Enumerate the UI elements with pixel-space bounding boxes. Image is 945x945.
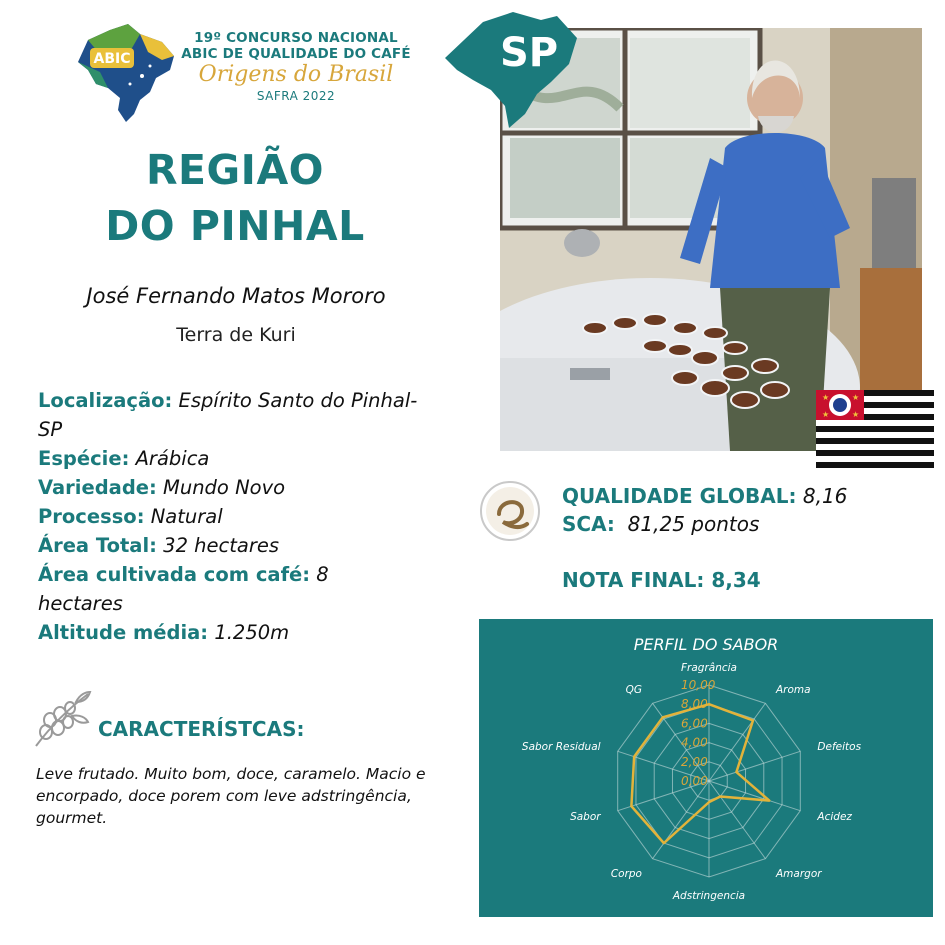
region-title [40,142,430,254]
flavor-profile-panel [479,619,933,917]
farm-name: Terra de Kuri [176,324,296,346]
abic-logo [70,18,180,128]
spoke [653,781,709,859]
tick-label: 4,00 [681,735,708,750]
region-line-2: DO PINHAL [105,202,365,250]
sp-state-map [443,10,583,130]
category-label: Corpo [610,868,642,881]
characteristics-text: Leve frutado. Muito bom, doce, caramelo. Macio e encorpado, doce porem com leve adstringência, gourmet. [36,765,426,827]
logo-text: ABIC [93,51,131,67]
spoke [709,781,765,859]
category-label: Defeitos [817,740,862,753]
category-label: QG [625,683,642,696]
event-line-2: ABIC DE QUALIDADE DO CAFÉ [181,46,411,62]
category-label: Sabor [570,811,601,824]
svg-text:★: ★ [822,410,830,419]
tick-label: 6,00 [681,716,708,731]
tick-label: 10,00 [681,678,716,692]
detail-area-total: Área Total: 32 hectares [38,534,280,557]
sp-state-flag [816,390,934,468]
detail-localizacao: Localização: Espírito Santo do Pinhal-SP [38,389,418,441]
category-label: Amargor [776,868,822,881]
detail-processo: Processo: Natural [38,505,223,528]
producer-name: José Fernando Matos Mororo [86,284,386,308]
event-header [176,30,416,104]
tick-label: 8,00 [681,697,708,712]
radar-chart [479,619,933,917]
category-label: Acidez [817,811,852,824]
region-line-1: REGIÃO [145,146,325,194]
category-label: Fragrância [681,662,737,674]
scores [562,482,932,538]
svg-text:★: ★ [852,410,860,419]
coffee-branch-icon [28,686,92,750]
svg-text:★: ★ [822,393,830,402]
global-quality: QUALIDADE GLOBAL: 8,16 [562,484,848,508]
detail-especie: Espécie: Arábica [38,447,210,470]
farm-details [38,386,418,647]
tick-label: 0,00 [681,774,708,788]
category-label: Sabor Residual [521,740,601,753]
spoke [709,751,800,781]
final-score: NOTA FINAL: 8,34 [562,568,761,592]
event-line-1: 19º CONCURSO NACIONAL [194,30,398,46]
chart-title: PERFIL DO SABOR [633,635,779,654]
sca-score: SCA: 81,25 pontos [562,512,760,536]
tick-label: 2,00 [681,754,708,769]
event-line-4: SAFRA 2022 [256,89,336,103]
state-code: SP [499,30,559,76]
detail-variedade: Variedade: Mundo Novo [38,476,286,499]
quality-seal-icon [479,480,541,542]
detail-altitude: Altitude média: 1.250m [38,621,290,644]
event-line-3: Origens do Brasil [198,62,394,87]
detail-area-cultivada: Área cultivada com café: 8 hectares [38,563,329,615]
category-label: Aroma [776,683,811,696]
characteristics-title: CARACTERÍSTCAS: [98,717,305,741]
svg-text:★: ★ [852,393,860,402]
category-label: Adstringencia [672,890,746,902]
